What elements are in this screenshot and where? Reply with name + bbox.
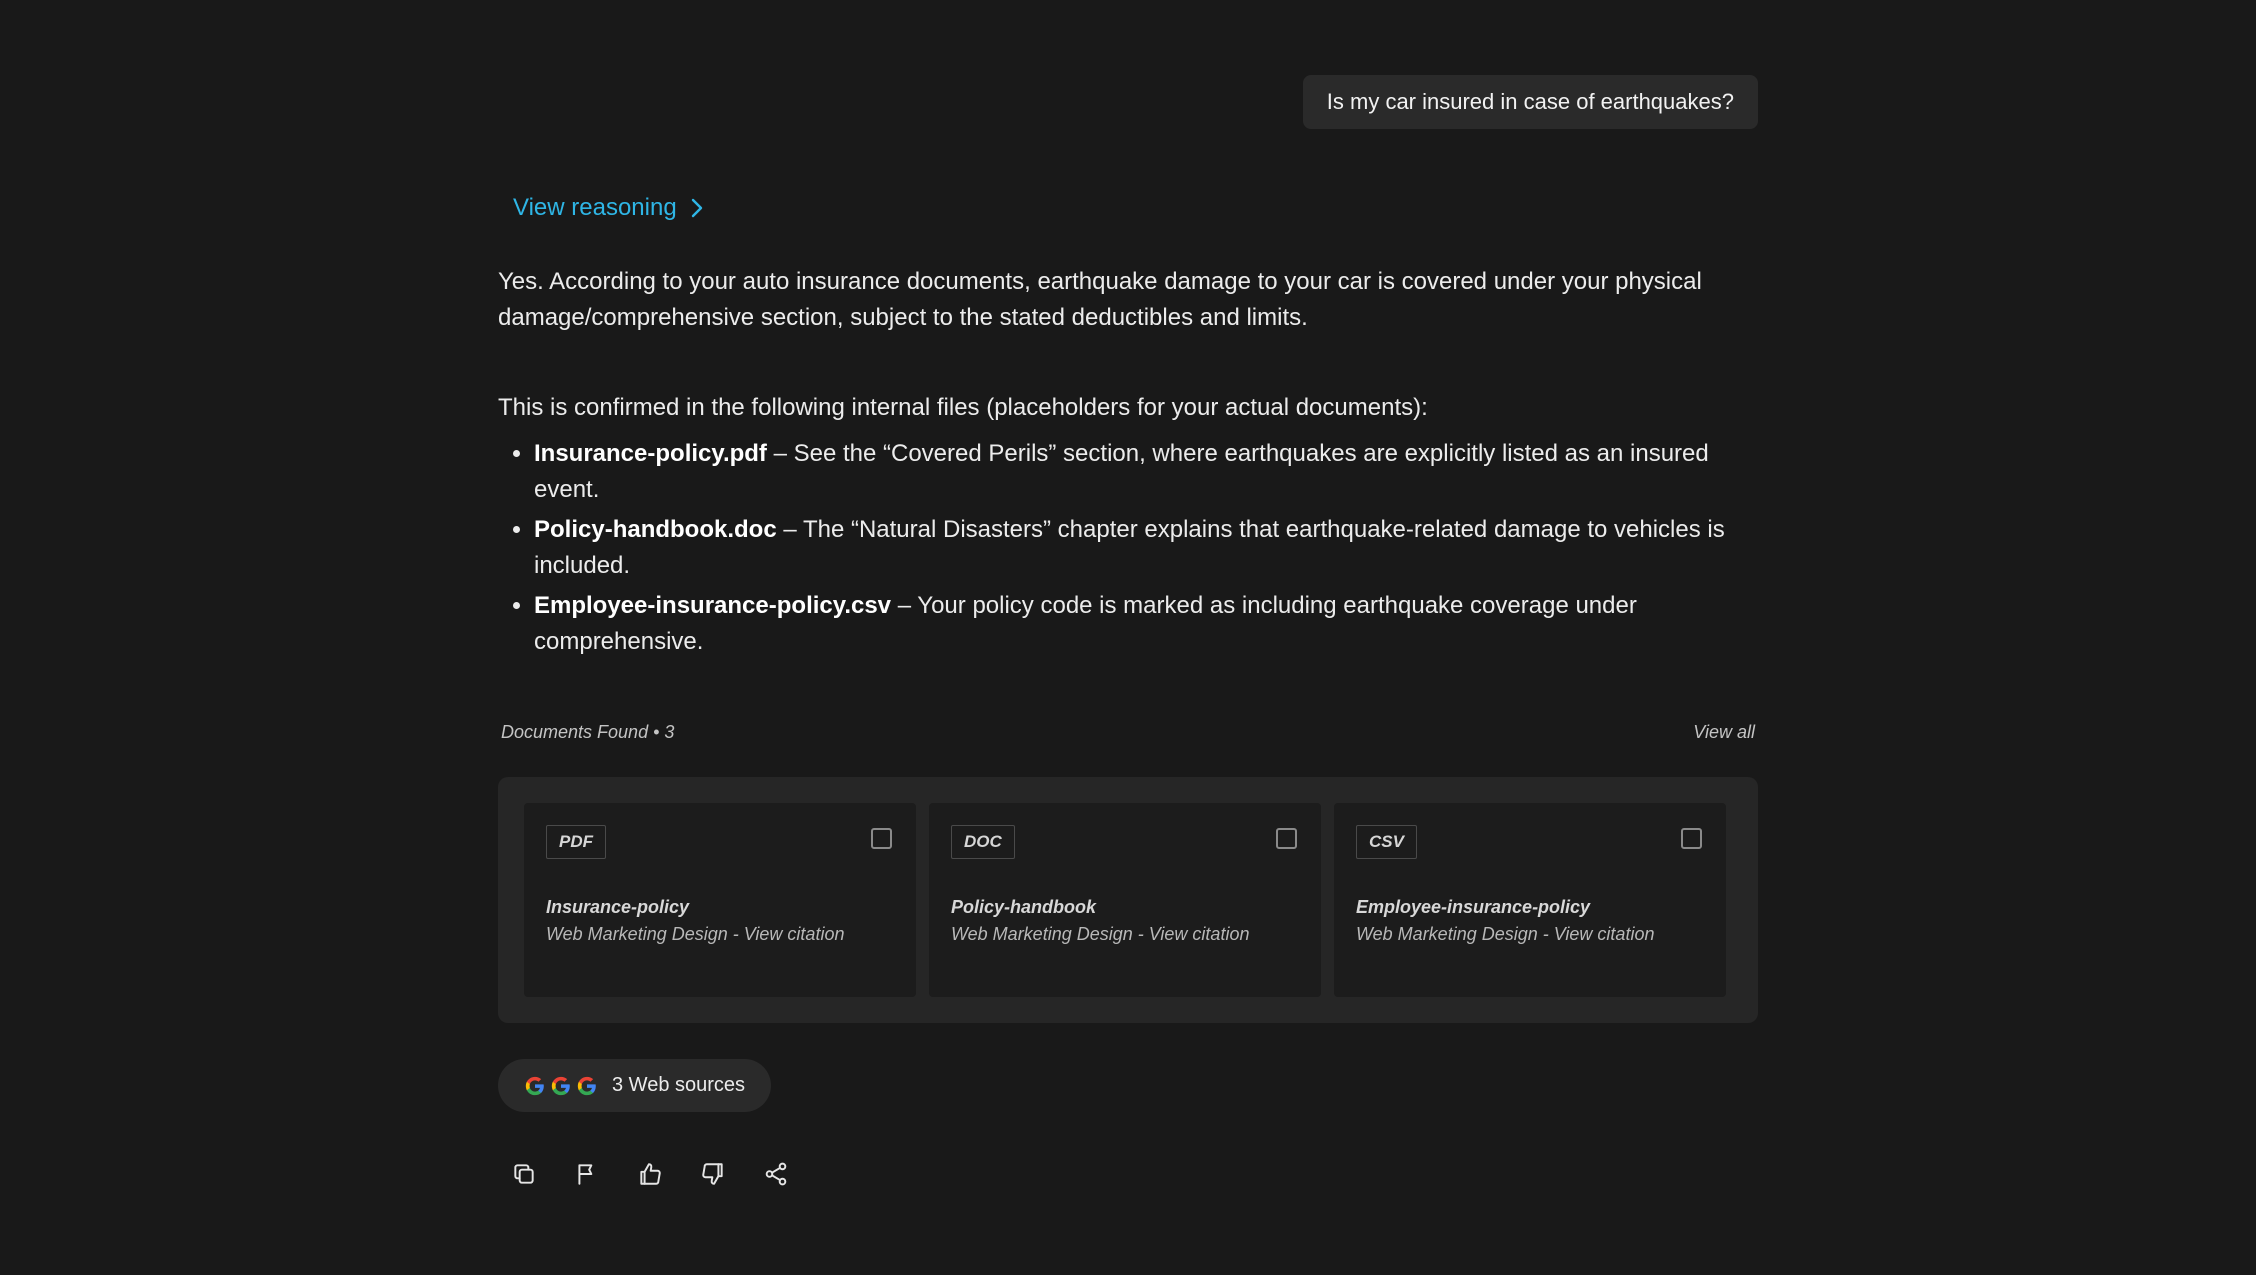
thumbs-down-icon (700, 1161, 726, 1187)
file-description: – Your policy code is marked as including earthquake coverage under comprehensive. (534, 592, 1637, 655)
answer-intro: This is confirmed in the following internal files (placeholders for your actual documents): (498, 394, 1428, 421)
flag-button[interactable] (573, 1160, 601, 1188)
share-icon (763, 1161, 789, 1187)
google-icon (576, 1075, 598, 1097)
chevron-right-icon (691, 198, 703, 218)
file-name: Policy-handbook.doc (534, 516, 777, 543)
google-icon (550, 1075, 572, 1097)
thumbs-down-button[interactable] (699, 1160, 727, 1188)
thumbs-up-icon (637, 1161, 663, 1187)
flag-icon (574, 1161, 600, 1187)
answer-paragraph: Yes. According to your auto insurance documents, earthquake damage to your car is covered under your physical damage/comprehensive section, subject to the stated deductibles and limits. (498, 268, 1702, 331)
thumbs-up-button[interactable] (636, 1160, 664, 1188)
list-item (534, 436, 1758, 508)
file-type-badge: CSV (1356, 825, 1417, 859)
file-type-badge: DOC (951, 825, 1015, 859)
document-citation[interactable]: Web Marketing Design - View citation (1356, 924, 1655, 944)
user-message: Is my car insured in case of earthquakes? (1303, 75, 1758, 129)
document-name: Employee-insurance-policy (1356, 897, 1591, 917)
document-name: Policy-handbook (951, 897, 1097, 917)
document-citation[interactable]: Web Marketing Design - View citation (951, 924, 1250, 944)
list-item (534, 512, 1758, 584)
file-name: Insurance-policy.pdf (534, 440, 767, 467)
file-description: – See the “Covered Perils” section, where earthquakes are explicitly listed as an insured event. (534, 440, 1709, 503)
document-card-pdf[interactable] (524, 803, 916, 997)
documents-count-label: Documents Found • 3 (501, 722, 675, 742)
web-source-logos (524, 1075, 598, 1097)
message-actions (510, 1160, 790, 1188)
share-button[interactable] (762, 1160, 790, 1188)
file-type-badge: PDF (546, 825, 606, 859)
list-item (534, 588, 1758, 660)
copy-icon (511, 1161, 537, 1187)
source-file-list (498, 436, 1758, 660)
file-name: Employee-insurance-policy.csv (534, 592, 892, 619)
google-icon (524, 1075, 546, 1097)
view-all-link[interactable]: View all (1693, 722, 1755, 742)
documents-header (501, 722, 1755, 743)
web-sources-label: 3 Web sources (612, 1074, 746, 1096)
select-checkbox[interactable] (1681, 828, 1702, 849)
select-checkbox[interactable] (1276, 828, 1297, 849)
document-card-doc[interactable] (929, 803, 1321, 997)
assistant-answer (498, 264, 1758, 664)
copy-button[interactable] (510, 1160, 538, 1188)
document-name: Insurance-policy (546, 897, 690, 917)
documents-panel (498, 777, 1758, 1023)
select-checkbox[interactable] (871, 828, 892, 849)
document-citation[interactable]: Web Marketing Design - View citation (546, 924, 845, 944)
document-card-csv[interactable] (1334, 803, 1726, 997)
view-reasoning-label: View reasoning (513, 194, 677, 221)
view-reasoning-link[interactable] (513, 194, 703, 222)
chat-thread (498, 0, 1758, 1275)
file-description: – The “Natural Disasters” chapter explains that earthquake-related damage to vehicles is included. (534, 516, 1725, 579)
web-sources-button[interactable] (498, 1059, 771, 1112)
